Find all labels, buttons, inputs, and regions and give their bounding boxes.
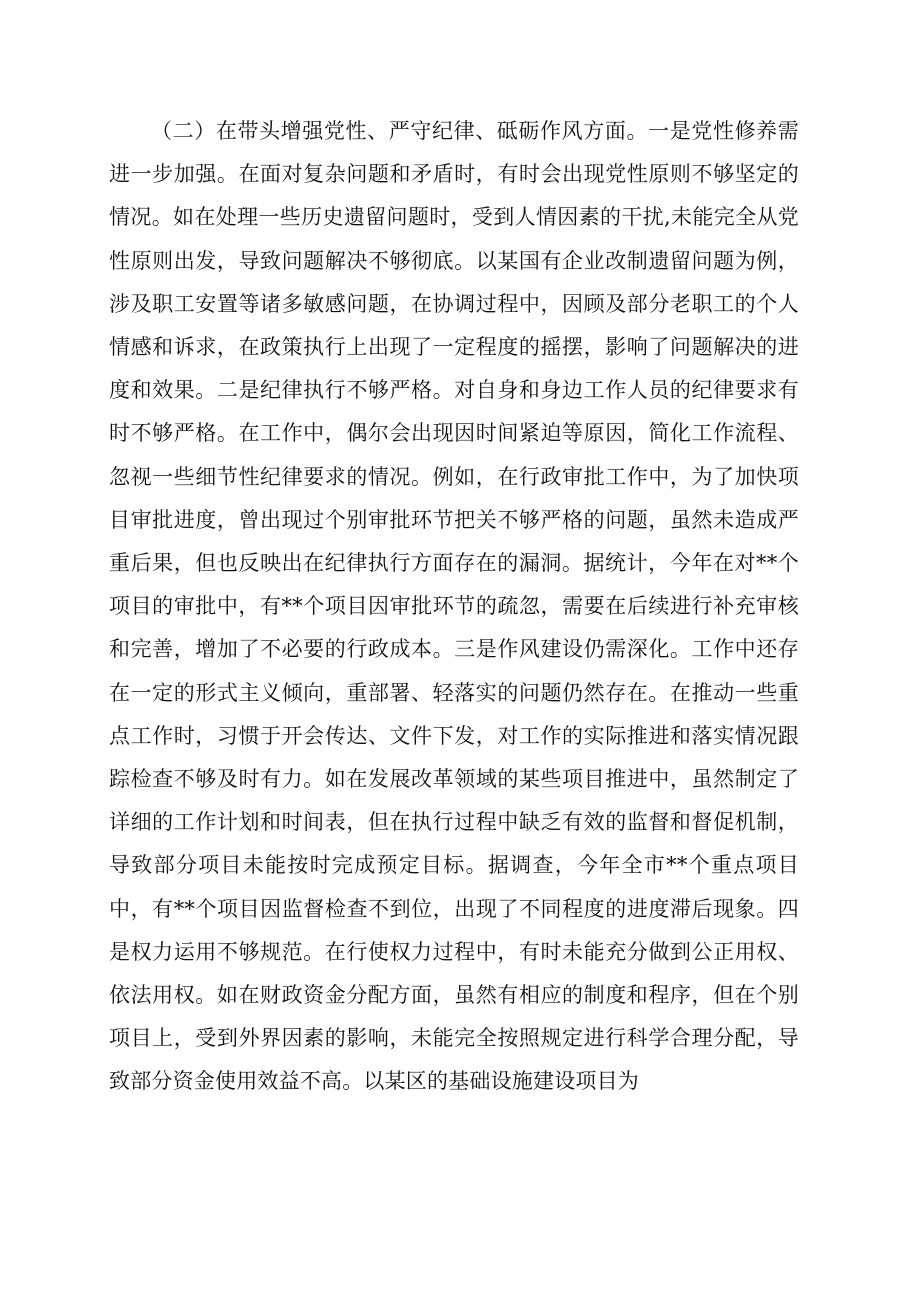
body-paragraph: （二）在带头增强党性、严守纪律、砥砺作风方面。一是党性修养需进一步加强。在面对复杂问题和矛盾时，有时会出现党性原则不够坚定的情况。如在处理一些历史遗留问题时，受到人情因素的干扰,未能完全从党性原则出发，导致问题解决不够彻底。以某国有企业改制遗留问题为例，涉及职工安置等诸多敏感问题，在协调过程中，因顾及部分老职工的个人情感和诉求，在政策执行上出现了一定程度的摇摆，影响了问题解决的进度和效果。二是纪律执行不够严格。对自身和身边工作人员的纪律要求有时不够严格。在工作中，偶尔会出现因时间紧迫等原因，简化工作流程、忽视一些细节性纪律要求的情况。例如，在行政审批工作中，为了加快项目审批进度，曾出现过个别审批环节把关不够严格的问题，虽然未造成严重后果，但也反映出在纪律执行方面存在的漏洞。据统计，今年在对**个项目的审批中，有**个项目因审批环节的疏忽，需要在后续进行补充审核和完善，增加了不必要的行政成本。三是作风建设仍需深化。工作中还存在一定的形式主义倾向，重部署、轻落实的问题仍然存在。在推动一些重点工作时，习惯于开会传达、文件下发，对工作的实际推进和落实情况跟踪检查不够及时有力。如在发展改革领域的某些项目推进中，虽然制定了详细的工作计划和时间表，但在执行过程中缺乏有效的监督和督促机制，导致部分项目未能按时完成预定目标。据调查，今年全市**个重点项目中，有**个项目因监督检查不到位，出现了不同程度的进度滞后现象。四是权力运用不够规范。在行使权力过程中，有时未能充分做到公正用权、依法用权。如在财政资金分配方面，虽然有相应的制度和程序，但在个别项目上，受到外界因素的影响，未能完全按照规定进行科学合理分配，导致部分资金使用效益不高。以某区的基础设施建设项目为 — [109, 119, 799, 1094]
